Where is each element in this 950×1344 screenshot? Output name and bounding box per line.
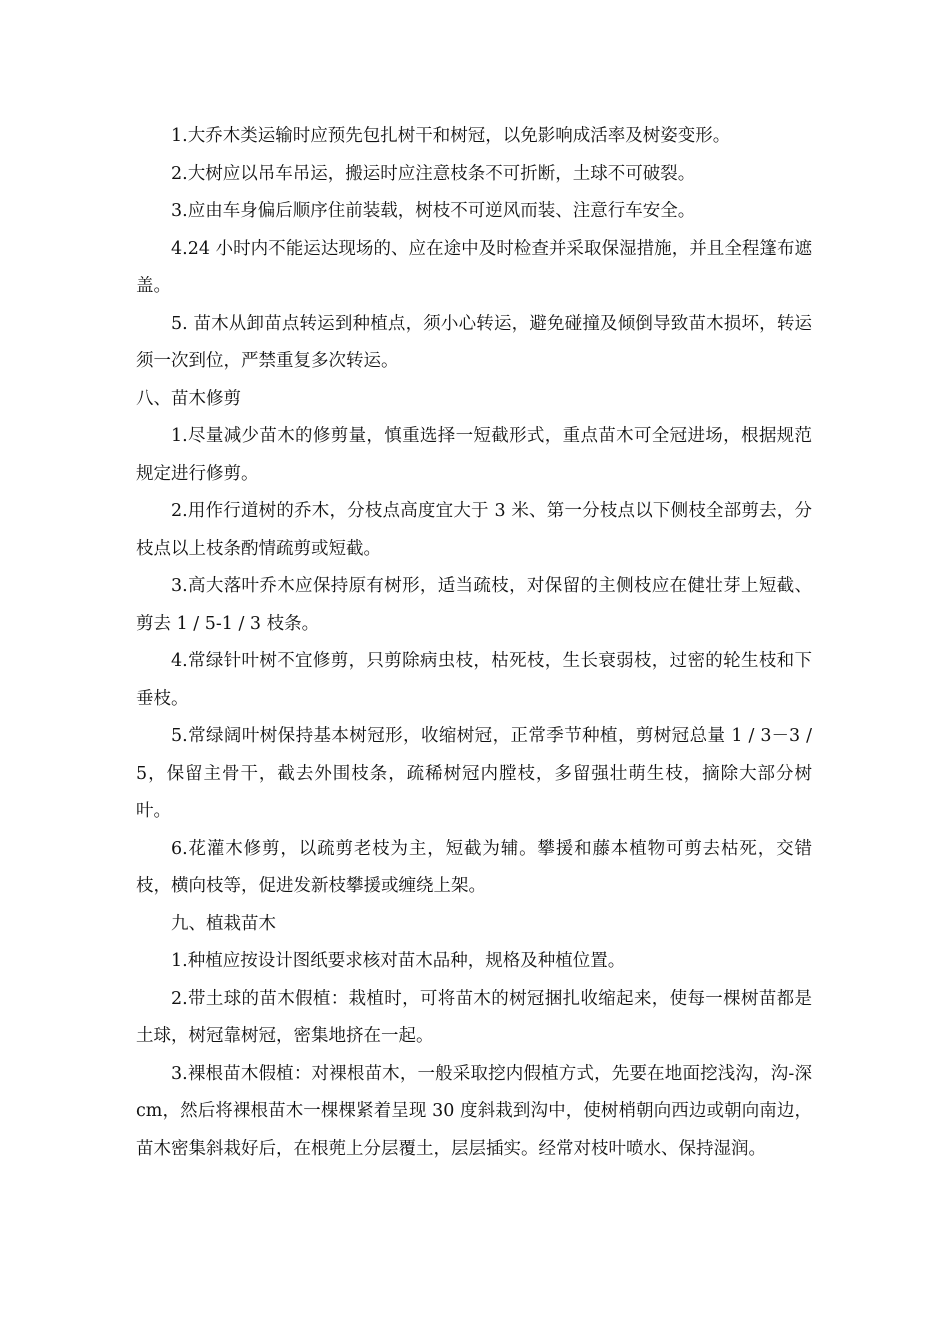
paragraph: 1.尽量减少苗木的修剪量，慎重选择一短截形式，重点苗木可全冠进场，根据规范规定进行修剪。	[136, 426, 812, 484]
paragraph: 1.种植应按设计图纸要求核对苗木品种，规格及种植位置。	[171, 951, 626, 971]
paragraph: 2.大树应以吊车吊运，搬运时应注意枝条不可折断，土球不可破裂。	[171, 163, 696, 184]
paragraph: 3.应由车身偏后顺序住前装载，树枝不可逆风而装、注意行车安全。	[171, 201, 696, 221]
document-page	[136, 118, 812, 1168]
paragraph: 1.大乔木类运输时应预先包扎树干和树冠，以免影响成活率及树姿变形。	[171, 126, 731, 146]
paragraph: 6.花灌木修剪，以疏剪老枝为主，短截为辅。攀援和藤本植物可剪去枯死，交错枝，横向枝等，促进发新枝攀援或缠绕上架。	[136, 838, 812, 896]
paragraph: 2.带土球的苗木假植：栽植时，可将苗木的树冠捆扎收缩起来，使每一棵树苗都是土球，树冠靠树冠，密集地挤在一起。	[136, 988, 812, 1046]
paragraph: 4.24 小时内不能运达现场的、应在途中及时检查并采取保湿措施，并且全程篷布遮盖。	[136, 238, 812, 296]
paragraph: 5.常绿阔叶树保持基本树冠形，收缩树冠，正常季节种植，剪树冠总量 1 / 3－3 / 5，保留主骨干，截去外围枝条，疏稀树冠内膛枝，多留强壮萌生枝，摘除大部分树叶。	[136, 726, 812, 821]
paragraph: 2.用作行道树的乔木，分枝点高度宜大于 3 米、第一分枝点以下侧枝全部剪去，分枝点以上枝条酌情疏剪或短截。	[136, 501, 812, 559]
paragraph: 5. 苗木从卸苗点转运到种植点，须小心转运，避免碰撞及倾倒导致苗木损坏，转运须一次到位，严禁重复多次转运。	[136, 313, 812, 371]
section-heading: 九、植栽苗木	[171, 913, 276, 934]
paragraph: 3.裸根苗木假植：对裸根苗木，一般采取挖内假植方式，先要在地面挖浅沟，沟-深 cm，然后将裸根苗木一棵棵紧着呈现 30 度斜栽到沟中，使树梢朝向西边或朝向南边，苗木密集斜栽好后，在根蔸上分层覆土，层层插实。经常对枝叶喷水、保持湿润。	[136, 1063, 812, 1159]
paragraph: 4.常绿针叶树不宜修剪，只剪除病虫枝，枯死枝，生长衰弱枝，过密的轮生枝和下垂枝。	[136, 651, 812, 709]
paragraph: 3.高大落叶乔木应保持原有树形，适当疏枝，对保留的主侧枝应在健壮芽上短截、剪去 1 / 5-1 / 3 枝条。	[136, 576, 812, 634]
section-heading: 八、苗木修剪	[136, 388, 241, 409]
